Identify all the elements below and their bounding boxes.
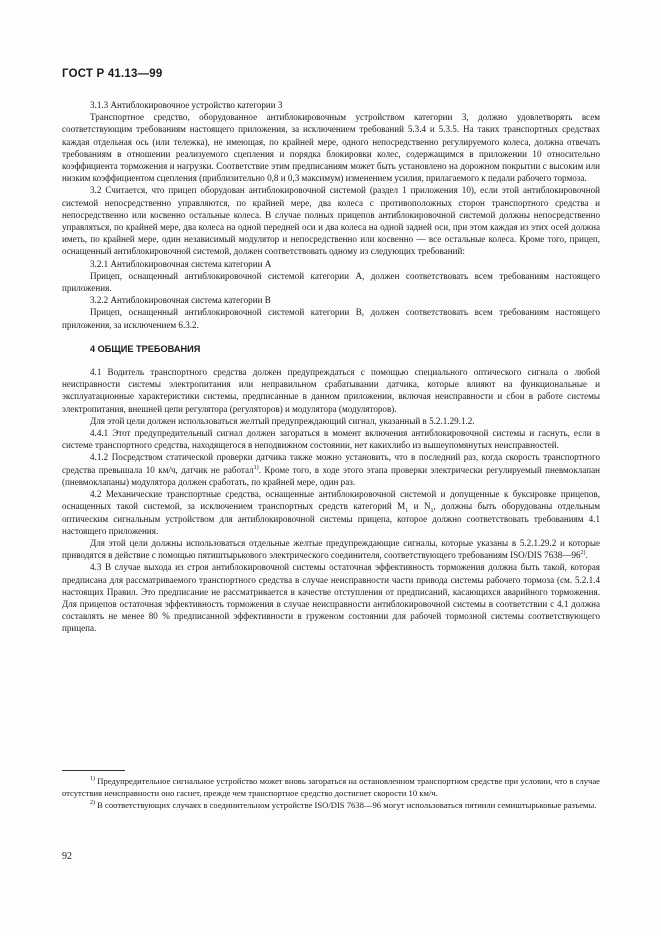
footnote-1-text: Предупредительное сигнальное устройство может вновь загораться на остановленном транспортном средстве при условии, что в случае отсутствия неисправности оно гаснет, прежде чем транспортное средство достигнет скорости 10 км/ч. [62, 776, 600, 798]
footnote-2-text: В соответствующих случаях в соединительном устройстве ISO/DIS 7638—96 могут использоваться пятиили семиштырьковые разъемы. [95, 800, 597, 811]
footnote-divider [62, 770, 125, 771]
paragraph-3-2-1-text: Прицеп, оснащенный антиблокировочной системой категории А, должен соответствовать всем требованиям настоящего приложения. [62, 270, 600, 294]
footnotes [62, 776, 600, 813]
paragraph-4-3: 4.3 В случае выхода из строя антиблокировочной системы остаточная эффективность торможения должна быть такой, которая предписана для рассматриваемого транспортного средства в случае неисправности части привода системы рабочего тормоза (см. 5.2.1.4 настоящих Правил. Это предписание не рассматривается в качестве отступления от предписаний, касающихся аварийного торможения. Для прицепов остаточная эффективность торможения в случае неисправности антиблокировочной системы в соответствии с 4.1 должна составлять не менее 80 % предписанной эффективности в груженом состоянии для рабочей тормозной системы соответствующего прицепа. [62, 562, 600, 634]
paragraph-4-1: 4.1 Водитель транспортного средства должен предупреждаться с помощью специального оптического сигнала о любой неисправности системы электропитания или неправильном срабатывании датчика, которые влияют на функциональные и эксплуатационные характеристики системы, предписанные в данном приложении, включая неисправности и сбои в работе системы электропитания, внешней цепи регулятора (регуляторов) и модулятора (модуляторов). [62, 367, 600, 414]
paragraph-4-1-2-text-a: 4.1.2 Посредством статической проверки датчика также можно установить, что в последний раз, когда скорость транспортного средства превышала 10 км/ч, датчик не работал [62, 452, 600, 475]
footnote-1 [62, 776, 600, 799]
page-number: 92 [62, 851, 72, 862]
paragraph-3-2-2-text: Прицеп, оснащенный антиблокировочной системой категории В, должен соответствовать всем требованиям настоящего приложения, за исключением 6.3.2. [62, 307, 600, 330]
subscript-m1: 1 [405, 508, 409, 515]
document-header: ГОСТ Р 41.13—99 [62, 68, 163, 80]
body-text [62, 99, 600, 635]
paragraph-4-1-2 [62, 451, 600, 488]
paragraph-4-2-text-a: 4.2 Механические транспортные средства, оснащенные антиблокировочной системой и допущенные к буксировке прицепов, оснащенных такой системой, за исключением транспортных средств категорий M [62, 489, 600, 512]
footnote-ref-1: 1) [253, 464, 259, 471]
footnote-1-mark: 1) [90, 776, 95, 783]
footnote-ref-2: 2) [580, 550, 586, 557]
paragraph-4-4-1: 4.4.1 Этот предупредительный сигнал должен загораться в момент включения антиблокировочной системы и гаснуть, если в системе транспортного средства, находящегося в неподвижном состоянии, нет какихлибо из вышеупомянутых неисправностей. [62, 428, 600, 451]
footnote-2-mark: 2) [90, 800, 95, 807]
paragraph-3-2-2-title: 3.2.2 Антиблокировочная система категории В [90, 295, 271, 306]
paragraph-3-2: 3.2 Считается, что прицеп оборудован антиблокировочной системой (раздел 1 приложения 10), если этой антиблокировочной системой непосредственно управляются, по крайней мере, два колеса с противоположных сторон транспортного средства и непосредственно или косвенно остальные колеса. В случае полных прицепов антиблокировочной системой должны непосредственно управляться, по крайней мере, два колеса на одной передней оси и два колеса на одной задней оси, при этом каждая из этих осей должна иметь, по крайней мере, один независимый модулятор и непосредственно или косвенно — все остальные колеса. Кроме того, прицеп, оснащенный антиблокировочной системой, должен соответствовать одному из следующих требований: [62, 185, 600, 257]
paragraph-4-1-signal: Для этой цели должен использоваться желтый предупреждающий сигнал, указанный в 5.2.1.29.1.2. [90, 415, 475, 426]
paragraph-4-2-text-c: , должны быть оборудованы отдельным оптическим сигнальным устройством для антиблокировочной системы прицепа, которое должно соответствовать требованиям 4.1 настоящего приложения. [62, 501, 600, 536]
paragraph-4-2-signal-text-b: . [585, 550, 588, 561]
paragraph-3-1-3-text: Транспортное средство, оборудованное антиблокировочным устройством категории 3, должно удовлетворять всем соответствующим требованиям настоящего приложения, за исключением требований 5.3.4 и 5.3.5. На таких транспортных средствах каждая отдельная ось (или тележка), не имеющая, по крайней мере, одного непосредственно регулируемого колеса, должна отвечать требованиям в отношении реализуемого сцепления и порядка блокировки колес, содержащимся в приложении 10 относительно коэффициента торможения и нагрузки. Соответствие этим предписаниям может быть установлено на дорожном покрытии с высоким или низким коэффициентом сцепления (приблизительно 0,8 и 0,3 максимум) изменением усилия, прилагаемого к педали рабочего тормоза. [62, 112, 600, 184]
paragraph-4-2-signal [62, 537, 600, 561]
section-heading: 4 ОБЩИЕ ТРЕБОВАНИЯ [90, 343, 201, 354]
paragraph-3-2-1-title: 3.2.1 Антиблокировочная система категории А [90, 258, 272, 269]
paragraph-4-2-signal-text-a: Для этой цели должны использоваться отдельные желтые предупреждающие сигналы, которые указаны в 5.2.1.29.2 и которые приводятся в действие с помощью пятиштырькового электрического соединителя, соответствующего требованиям ISO/DIS 7638—96 [62, 537, 600, 561]
footnote-2 [62, 800, 600, 812]
paragraph-3-1-3-title: 3.1.3 Антиблокировочное устройство категории 3 [90, 100, 283, 110]
paragraph-4-2 [62, 488, 600, 537]
subscript-n1: 1 [430, 508, 434, 515]
paragraph-4-2-text-b: и N [408, 501, 431, 512]
paragraph-4-1-2-text-b: . Кроме того, в ходе этого этапа проверки электрически регулируемый пневмоклапан (пневмоклапаны) модулятора должен сработать, по крайней мере, один раз. [62, 464, 600, 487]
